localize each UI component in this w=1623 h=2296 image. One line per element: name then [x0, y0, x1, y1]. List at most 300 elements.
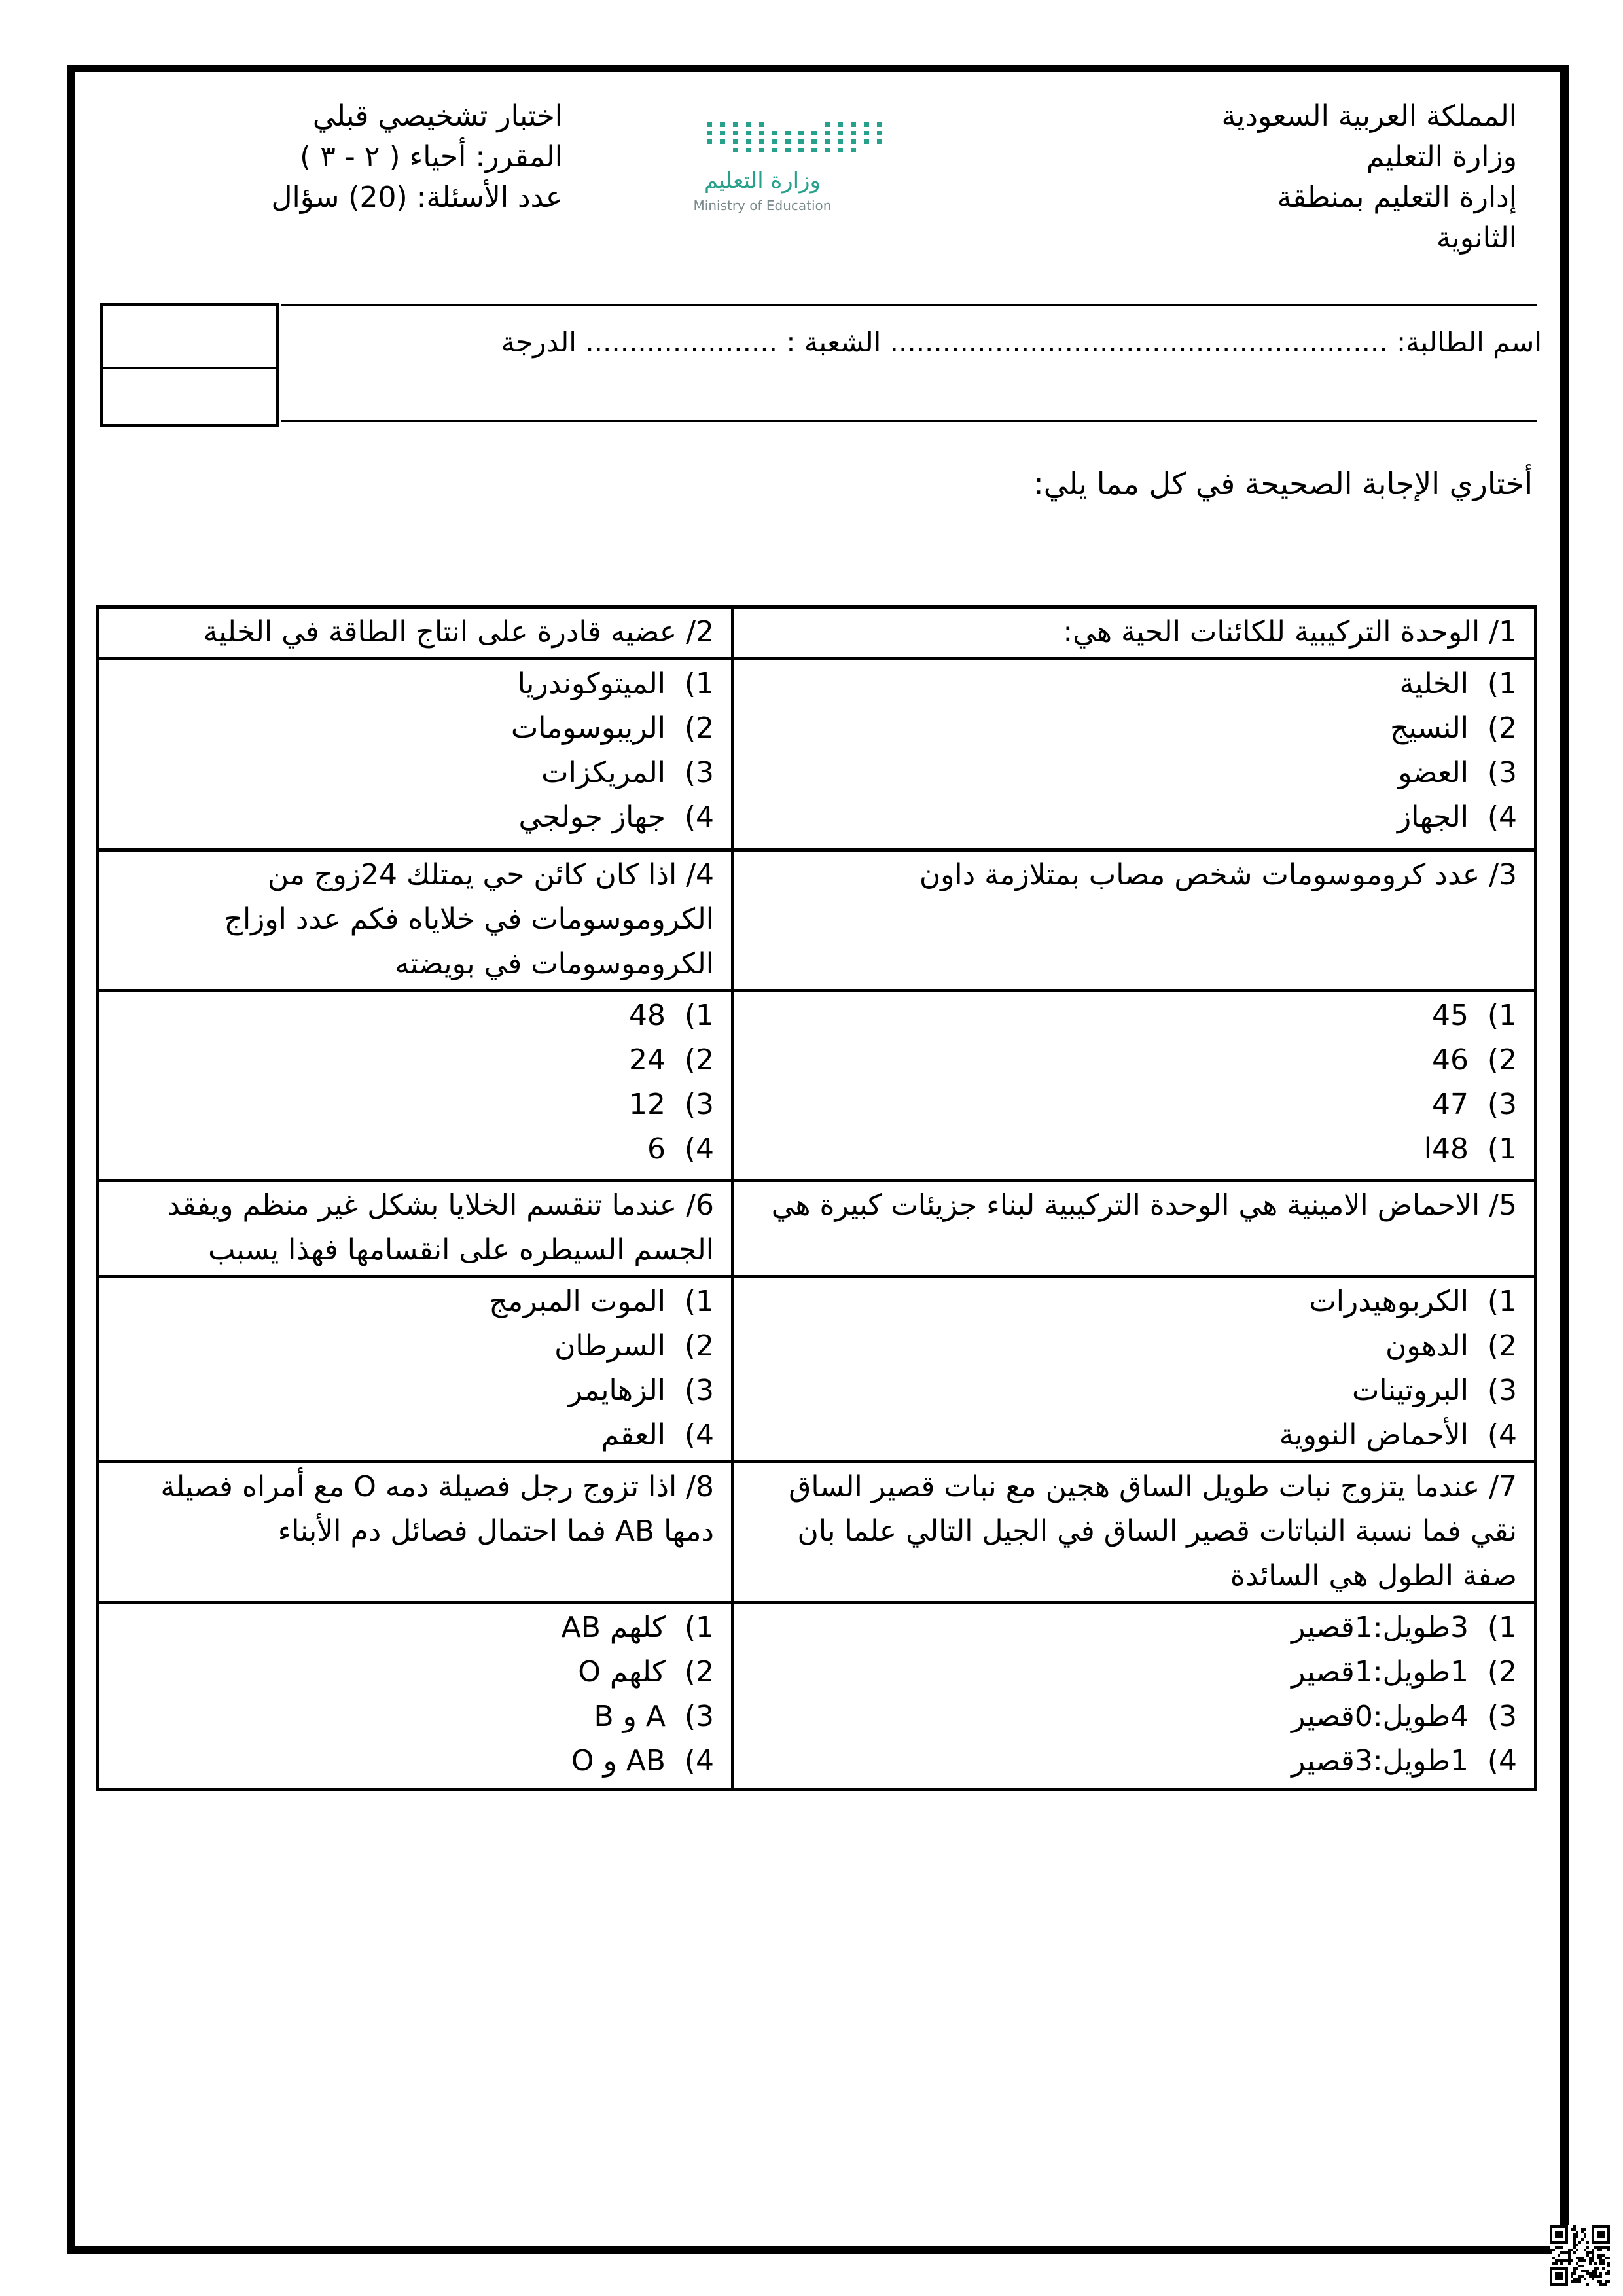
qr-module — [1599, 2272, 1602, 2275]
qr-module — [1592, 2249, 1594, 2251]
question-text: 6/ عندما تنقسم الخلايا بشكل غير منظم ويفقد الجسم السيطره على انقسامها فهذا يسبب — [167, 1189, 714, 1266]
qr-module — [1581, 2270, 1584, 2272]
option-number: 1) — [684, 1285, 714, 1318]
option-number: 2) — [1487, 711, 1517, 745]
option-text: النسيج — [1390, 711, 1469, 745]
qr-module — [1576, 2257, 1578, 2259]
option-number: 2) — [1487, 1655, 1517, 1689]
qr-module — [1605, 2246, 1607, 2249]
qr-module — [1607, 2265, 1610, 2267]
student-info-row — [501, 326, 1542, 358]
answer-option[interactable] — [109, 1739, 714, 1784]
qr-module — [1602, 2267, 1605, 2270]
qr-module — [1607, 2262, 1610, 2265]
answer-option[interactable] — [743, 1695, 1517, 1739]
section-field[interactable]: الشعبة : ...................... — [585, 326, 882, 358]
qr-module — [1589, 2251, 1592, 2254]
logo-dot — [746, 122, 751, 127]
qr-module — [1573, 2236, 1576, 2238]
options-right — [733, 991, 1536, 1181]
qr-module — [1563, 2259, 1565, 2262]
logo-dot — [707, 131, 712, 135]
qr-module — [1597, 2249, 1599, 2251]
logo-dot — [746, 131, 751, 135]
qr-module — [1594, 2272, 1597, 2275]
qr-module — [1599, 2283, 1602, 2286]
qr-module — [1550, 2283, 1568, 2286]
option-text: الخلية — [1399, 667, 1469, 700]
header-right-line: المملكة العربية السعودية — [1221, 99, 1517, 133]
qr-module — [1565, 2259, 1568, 2262]
logo-dot — [772, 139, 777, 144]
qr-code — [1550, 2225, 1610, 2286]
option-text: الزهايمر — [568, 1374, 666, 1407]
logo-dot — [759, 148, 764, 152]
qr-module — [1571, 2259, 1573, 2262]
logo-dot — [733, 131, 738, 135]
option-number: 1) — [1487, 1611, 1517, 1644]
grade-box — [100, 303, 279, 427]
qr-module — [1597, 2257, 1599, 2259]
answer-option[interactable] — [743, 751, 1517, 795]
qr-module — [1594, 2246, 1597, 2249]
grade-box-divider — [103, 367, 276, 369]
answer-option[interactable] — [743, 1369, 1517, 1413]
qr-module — [1550, 2241, 1568, 2244]
logo-dot — [759, 139, 764, 144]
logo-english-name: Ministry of Education — [693, 198, 832, 213]
question-right — [733, 1462, 1536, 1603]
qr-module — [1599, 2257, 1602, 2259]
option-text: الميتوكوندريا — [517, 667, 666, 700]
qr-module — [1571, 2280, 1573, 2283]
option-text: 45 — [1432, 999, 1469, 1032]
qr-module — [1558, 2254, 1560, 2257]
logo-dot — [825, 139, 830, 144]
qr-module — [1602, 2254, 1605, 2257]
logo-dot — [838, 131, 843, 135]
question-left — [98, 607, 733, 659]
qr-module — [1584, 2270, 1586, 2272]
qr-module — [1578, 2241, 1581, 2244]
answer-option[interactable] — [109, 1369, 714, 1413]
exam-title: اختبار تشخيصي قبلي — [312, 99, 563, 133]
option-number: 4) — [1487, 1418, 1517, 1452]
answer-option[interactable] — [109, 1280, 714, 1324]
logo-dot — [785, 131, 791, 135]
answer-option[interactable] — [109, 1605, 714, 1650]
header-right — [1222, 98, 1517, 260]
qr-module — [1589, 2262, 1592, 2265]
questions-table — [96, 605, 1537, 1791]
answer-option[interactable] — [109, 1695, 714, 1739]
qr-module — [1581, 2259, 1584, 2262]
qr-module — [1568, 2259, 1571, 2262]
answer-option[interactable] — [109, 795, 714, 840]
answer-option[interactable] — [109, 1038, 714, 1083]
qr-module — [1558, 2246, 1560, 2249]
qr-module — [1560, 2262, 1563, 2265]
qr-module — [1555, 2259, 1558, 2262]
logo-dot — [733, 122, 738, 127]
options-left — [98, 991, 733, 1181]
option-number: 3) — [684, 1374, 714, 1407]
qr-module — [1576, 2236, 1578, 2238]
qr-module — [1581, 2275, 1584, 2278]
qr-module — [1578, 2265, 1581, 2267]
logo-dot — [720, 139, 725, 144]
logo-dot — [812, 131, 817, 135]
option-text: 4طويل:0قصير — [1291, 1700, 1469, 1733]
option-number: 1) — [1487, 1285, 1517, 1318]
qr-module — [1581, 2231, 1584, 2233]
logo-dot — [720, 122, 725, 127]
option-number: 4) — [1487, 800, 1517, 834]
qr-module — [1599, 2280, 1602, 2283]
option-number: 2) — [1487, 1043, 1517, 1077]
qr-module — [1576, 2231, 1578, 2233]
qr-module — [1573, 2228, 1576, 2231]
qr-module — [1592, 2278, 1594, 2280]
qr-module — [1560, 2259, 1563, 2262]
qr-module — [1563, 2251, 1565, 2254]
answer-option[interactable] — [743, 1038, 1517, 1083]
logo-dot — [812, 139, 817, 144]
logo-dot — [851, 148, 856, 152]
option-text: الكربوهيدرات — [1309, 1285, 1469, 1318]
option-number: 3) — [1487, 1700, 1517, 1733]
options-row — [98, 1603, 1536, 1790]
logo-dot — [759, 131, 764, 135]
options-left — [98, 1603, 733, 1790]
qr-module — [1573, 2241, 1576, 2244]
student-name-field[interactable]: اسم الطالبة: ......................................................... — [889, 326, 1542, 358]
logo-dot — [733, 148, 738, 152]
logo-dot — [825, 131, 830, 135]
qr-module — [1550, 2267, 1552, 2286]
qr-module — [1578, 2278, 1581, 2280]
option-text: 6 — [647, 1132, 666, 1166]
answer-option[interactable] — [109, 706, 714, 751]
qr-module — [1599, 2249, 1602, 2251]
qr-module — [1586, 2270, 1589, 2272]
qr-module — [1594, 2270, 1597, 2272]
answer-option[interactable] — [109, 1083, 714, 1127]
qr-module — [1592, 2270, 1594, 2272]
option-number: 4) — [1487, 1744, 1517, 1778]
option-text: المريكزات — [541, 756, 666, 789]
qr-module — [1573, 2270, 1576, 2272]
qr-module — [1586, 2254, 1589, 2257]
instruction: أختاري الإجابة الصحيحة في كل مما يلي: — [1033, 466, 1533, 501]
qr-module — [1555, 2246, 1558, 2249]
answer-option[interactable] — [743, 1127, 1517, 1172]
option-number: 4) — [684, 1132, 714, 1166]
logo-dot — [746, 148, 751, 152]
qr-module — [1607, 2249, 1610, 2251]
answer-option[interactable] — [743, 662, 1517, 706]
option-text: 12 — [629, 1088, 666, 1121]
course-name: المقرر: أحياء ( ٢ - ٣ ) — [300, 140, 563, 173]
logo-arabic-name: وزارة التعليم — [704, 168, 821, 194]
option-text: الجهاز — [1397, 800, 1469, 834]
option-text: A و B — [594, 1700, 666, 1733]
question-row — [98, 1181, 1536, 1277]
qr-module — [1565, 2225, 1568, 2244]
question-text: 3/ عدد كروموسومات شخص مصاب بمتلازمة داون — [919, 858, 1517, 891]
logo-dot — [798, 148, 804, 152]
qr-module — [1573, 2238, 1576, 2241]
qr-module — [1576, 2267, 1578, 2270]
option-text: البروتينات — [1351, 1374, 1469, 1407]
logo-dot — [746, 139, 751, 144]
options-right — [733, 1277, 1536, 1462]
qr-module — [1581, 2238, 1584, 2241]
qr-module — [1576, 2244, 1578, 2246]
qr-module — [1605, 2257, 1607, 2259]
options-row — [98, 991, 1536, 1181]
logo-dot — [877, 131, 882, 135]
option-number: 4) — [684, 1744, 714, 1778]
qr-module — [1565, 2267, 1568, 2286]
ministry-logo-icon — [684, 115, 913, 229]
qr-module — [1571, 2228, 1573, 2231]
qr-module — [1597, 2246, 1599, 2249]
question-text: 4/ اذا كان كائن حي يمتلك 24زوج من الكروموسومات في خلاياه فكم عدد اوزاج الكروموسومات في بويضته — [224, 858, 714, 980]
option-number: 3) — [684, 1700, 714, 1733]
question-row — [98, 850, 1536, 991]
answer-option[interactable] — [109, 1127, 714, 1172]
grade-label: الدرجة — [501, 326, 577, 358]
qr-module — [1592, 2272, 1594, 2275]
option-number: 1) — [684, 667, 714, 700]
answer-option[interactable] — [109, 662, 714, 706]
qr-module — [1568, 2251, 1571, 2254]
logo-dot — [825, 122, 830, 127]
qr-module — [1607, 2225, 1610, 2244]
option-number: 1) — [684, 999, 714, 1032]
qr-module — [1576, 2233, 1578, 2236]
option-number: 3) — [684, 756, 714, 789]
option-number: 1) — [1487, 1132, 1517, 1166]
answer-option[interactable] — [743, 1083, 1517, 1127]
qr-module — [1599, 2275, 1602, 2278]
qr-module — [1586, 2251, 1589, 2254]
qr-module — [1599, 2259, 1602, 2262]
logo-dot — [825, 148, 830, 152]
qr-module — [1573, 2233, 1576, 2236]
qr-module — [1586, 2283, 1589, 2286]
qr-module — [1581, 2257, 1584, 2259]
qr-module — [1578, 2275, 1581, 2278]
option-number: 2) — [684, 1655, 714, 1689]
qr-module — [1607, 2257, 1610, 2259]
qr-module — [1586, 2246, 1589, 2249]
qr-module — [1555, 2262, 1558, 2265]
option-text: العقم — [601, 1418, 666, 1452]
question-left — [98, 850, 733, 991]
qr-module — [1573, 2267, 1576, 2270]
qr-module — [1550, 2251, 1552, 2254]
question-text: 7/ عندما يتزوج نبات طويل الساق هجين مع نبات قصير الساق نقي فما نسبة النباتات قصير الساق في الجيل التالي علما بان صفة الطول هي السائدة — [789, 1470, 1517, 1592]
logo-dot — [838, 148, 843, 152]
qr-module — [1592, 2259, 1594, 2262]
answer-option[interactable] — [743, 1280, 1517, 1324]
logo-dot — [720, 131, 725, 135]
qr-module — [1592, 2251, 1594, 2254]
options-row — [98, 659, 1536, 850]
header-left — [272, 98, 563, 220]
qr-module — [1573, 2225, 1576, 2228]
option-text: كلهم O — [578, 1655, 666, 1689]
qr-module — [1597, 2267, 1599, 2270]
qr-module — [1602, 2246, 1605, 2249]
qr-module — [1552, 2249, 1555, 2251]
qr-module — [1573, 2272, 1576, 2275]
option-text: 48 — [629, 999, 666, 1032]
logo-dot — [851, 122, 856, 127]
option-text: 1طويل:1قصير — [1291, 1655, 1469, 1689]
options-right — [733, 1603, 1536, 1790]
question-right — [733, 850, 1536, 991]
option-text: 1طويل:3قصير — [1291, 1744, 1469, 1778]
answer-option[interactable] — [743, 994, 1517, 1038]
answer-option[interactable] — [109, 1324, 714, 1369]
answer-option[interactable] — [743, 795, 1517, 840]
option-number: 2) — [1487, 1329, 1517, 1363]
qr-module — [1605, 2280, 1607, 2283]
qr-module — [1571, 2272, 1573, 2275]
qr-module — [1592, 2225, 1594, 2244]
qr-module — [1571, 2275, 1573, 2278]
answer-option[interactable] — [743, 1324, 1517, 1369]
answer-option[interactable] — [109, 751, 714, 795]
option-number: 3) — [684, 1088, 714, 1121]
qr-module — [1565, 2251, 1568, 2254]
qr-module — [1576, 2278, 1578, 2280]
option-number: 2) — [684, 1043, 714, 1077]
question-right — [733, 607, 1536, 659]
qr-module — [1555, 2272, 1563, 2280]
qr-module — [1589, 2275, 1592, 2278]
question-text: 8/ اذا تزوج رجل فصيلة دمه O مع أمراه فصيلة دمها AB فما احتمال فصائل دم الأبناء — [160, 1470, 714, 1548]
options-row — [98, 1277, 1536, 1462]
logo-dot — [864, 139, 869, 144]
qr-module — [1592, 2257, 1594, 2259]
qr-module — [1605, 2283, 1607, 2286]
answer-option[interactable] — [109, 1413, 714, 1458]
qr-module — [1597, 2231, 1605, 2238]
option-text: جهاز جولجي — [518, 800, 666, 834]
qr-module — [1560, 2251, 1563, 2254]
options-left — [98, 1277, 733, 1462]
qr-module — [1576, 2262, 1578, 2265]
option-number: 3) — [1487, 756, 1517, 789]
logo-dot — [838, 122, 843, 127]
question-left — [98, 1462, 733, 1603]
question-row — [98, 607, 1536, 659]
qr-module — [1602, 2259, 1605, 2262]
qr-module — [1560, 2246, 1563, 2249]
answer-option[interactable] — [743, 1739, 1517, 1784]
logo-dot — [877, 139, 882, 144]
divider-top — [281, 304, 1537, 306]
answer-option[interactable] — [743, 706, 1517, 751]
qr-module — [1578, 2280, 1581, 2283]
option-text: الأحماض النووية — [1279, 1418, 1469, 1452]
logo-dot — [851, 131, 856, 135]
option-text: 24 — [629, 1043, 666, 1077]
qr-module — [1586, 2241, 1589, 2244]
qr-module — [1607, 2270, 1610, 2272]
qr-module — [1607, 2280, 1610, 2283]
qr-module — [1555, 2231, 1563, 2238]
logo-dot — [785, 148, 791, 152]
option-number: 1) — [684, 1611, 714, 1644]
option-text: كلهم AB — [561, 1611, 666, 1644]
qr-module — [1552, 2262, 1555, 2265]
logo-dot — [864, 131, 869, 135]
answer-option[interactable] — [743, 1650, 1517, 1695]
qr-module — [1602, 2283, 1605, 2286]
header-right-line: وزارة التعليم — [1366, 140, 1517, 173]
options-left — [98, 659, 733, 850]
qr-module — [1558, 2259, 1560, 2262]
qr-module — [1589, 2257, 1592, 2259]
qr-module — [1576, 2249, 1578, 2251]
qr-module — [1605, 2272, 1607, 2275]
qr-module — [1550, 2267, 1568, 2270]
qr-module — [1584, 2233, 1586, 2236]
options-right — [733, 659, 1536, 850]
qr-module — [1568, 2257, 1571, 2259]
qr-module — [1592, 2241, 1610, 2244]
qr-module — [1589, 2272, 1592, 2275]
qr-module — [1584, 2228, 1586, 2231]
qr-module — [1607, 2246, 1610, 2249]
qr-module — [1550, 2225, 1552, 2244]
option-number: 4) — [684, 1418, 714, 1452]
option-number: 2) — [684, 1329, 714, 1363]
qr-module — [1550, 2249, 1552, 2251]
qr-module — [1578, 2257, 1581, 2259]
qr-module — [1602, 2262, 1605, 2265]
qr-module — [1584, 2259, 1586, 2262]
question-row — [98, 1462, 1536, 1603]
question-left — [98, 1181, 733, 1277]
option-text: 47 — [1432, 1088, 1469, 1121]
option-number: 2) — [684, 711, 714, 745]
logo-dot — [864, 122, 869, 127]
logo-dot — [759, 122, 764, 127]
answer-option[interactable] — [743, 1413, 1517, 1458]
ministry-logo — [684, 115, 913, 229]
question-text: 1/ الوحدة التركيبية للكائنات الحية هي: — [1063, 615, 1517, 649]
answer-option[interactable] — [109, 994, 714, 1038]
option-text: 48ا — [1423, 1132, 1469, 1166]
logo-dot — [851, 139, 856, 144]
header-right-line: إدارة التعليم بمنطقة — [1277, 181, 1517, 214]
qr-module — [1592, 2275, 1594, 2278]
divider-bottom — [281, 420, 1537, 422]
qr-module — [1581, 2228, 1584, 2231]
option-number: 4) — [684, 800, 714, 834]
answer-option[interactable] — [109, 1650, 714, 1695]
logo-dot — [838, 139, 843, 144]
qr-module — [1594, 2275, 1597, 2278]
logo-dot — [785, 139, 791, 144]
answer-option[interactable] — [743, 1605, 1517, 1650]
